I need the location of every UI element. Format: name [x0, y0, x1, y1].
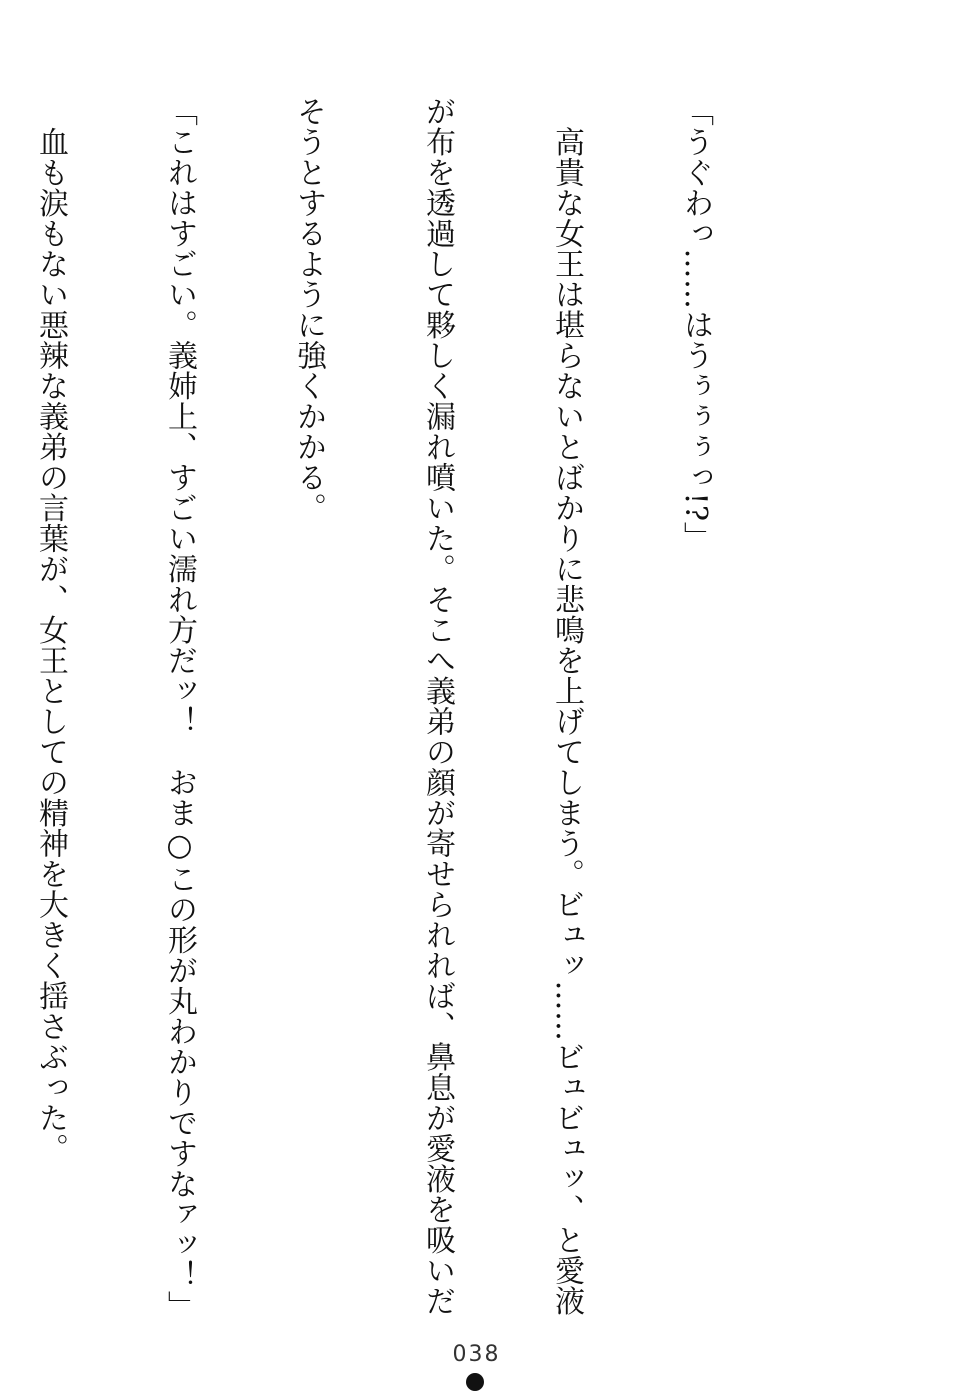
- text-line: そうとするように強くかかる。: [291, 96, 326, 523]
- text-line: 血も涙もない悪辣な義弟の言葉が、女王としての精神を大きく揺さぶった。: [33, 96, 68, 1164]
- text-line: 高貴な女王は堪らないとばかりに悲鳴を上げてしまう。ビュッ……ビュビュッ、と愛液: [549, 96, 584, 1316]
- text-line: が布を透過して夥しく漏れ噴いた。そこへ義弟の顔が寄せられれば、鼻息が愛液を吸いだ: [420, 96, 455, 1316]
- vertical-text-body: [0, 96, 803, 1321]
- text-line: 「うぐわっ……はうぅぅぅっ!?」: [678, 96, 713, 553]
- text-line: 「これはすごい。義姉上、すごい濡れ方だッ！ おま○この形が丸わかりですなァッ！」: [162, 96, 197, 1321]
- page-number: 038: [452, 1342, 501, 1367]
- page-bullet-icon: [466, 1373, 484, 1391]
